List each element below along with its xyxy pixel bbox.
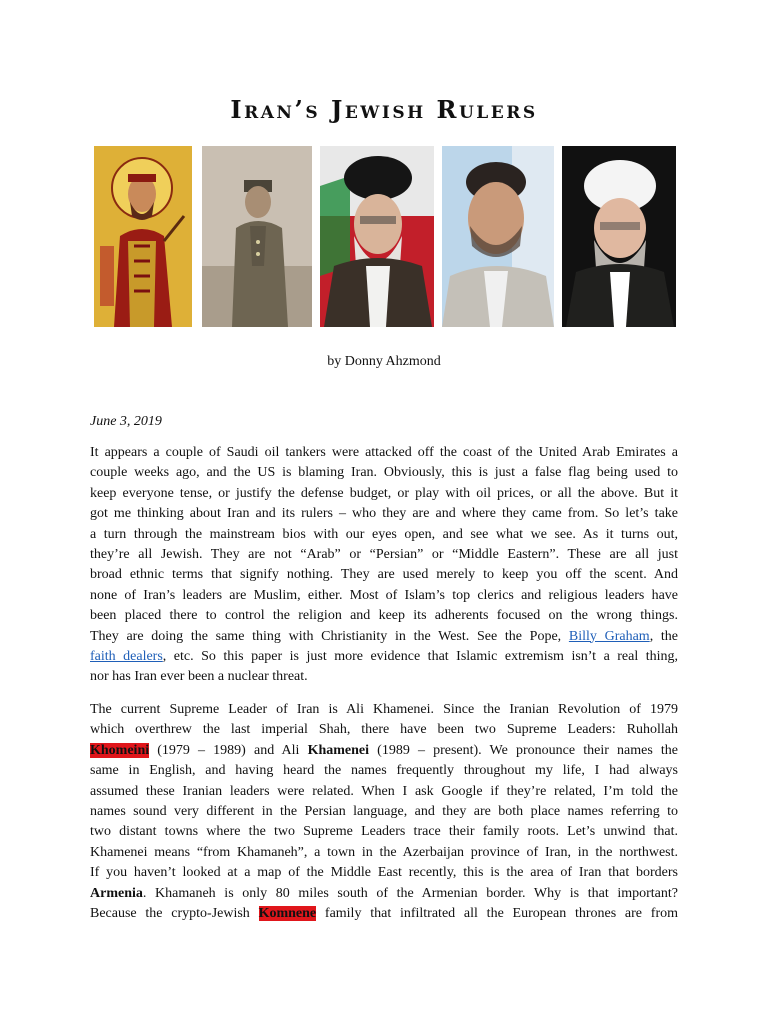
text-line: none of Iran’s leaders are Muslim, either. Most of Islam’s top clerics and religious leaders have — [90, 587, 678, 603]
ali-khamenei-portrait — [320, 146, 434, 327]
text-line — [90, 904, 678, 924]
text-line: The current Supreme Leader of Iran is Ali Khamenei. Since the Iranian Revolution of 1979 — [90, 702, 678, 717]
paragraph-2 — [90, 700, 678, 924]
text-line: been placed there to control the religion and keep its adherents focused on the wrong things. — [90, 608, 678, 624]
text-segment: (1979 – 1989) and Ali — [149, 742, 308, 758]
text-segment: (1989 – present). We pronounce their names the — [369, 742, 678, 758]
text-line: Khamenei means “from Khamaneh”, a town in the Azerbaijan province of Iran, in the northwest. — [90, 844, 678, 860]
text-segment: They are doing the same thing with Christianity in the West. See the Pope, — [90, 628, 562, 644]
text-line — [90, 627, 678, 647]
text-line: names sound very different in the Persian language, and they are both place names referring to — [90, 803, 678, 819]
bold-armenia: Armenia — [90, 885, 143, 901]
rouhani-portrait — [562, 146, 676, 327]
text-line: got me thinking about Iran and its rulers – who they are and where they came from. So let’s take — [90, 506, 678, 522]
text-line: they’re all Jewish. They are not “Arab” or “Persian” or “Middle Eastern”. These are all just — [90, 546, 678, 562]
text-line: a turn through the mainstream bios with our eyes open, and see what we see. As it turns out, — [90, 526, 678, 542]
text-line: assumed these Iranian leaders were related. When I ask Google if they’re related, I’m told the — [90, 783, 678, 799]
billy-graham-link[interactable]: Billy Graham — [568, 628, 650, 644]
text-line: It appears a couple of Saudi oil tankers were attacked off the coast of the United Arab Emirates a — [90, 445, 678, 460]
text-line: nor has Iran ever been a nuclear threat. — [90, 669, 308, 685]
text-segment: , the — [649, 628, 678, 644]
text-line: couple weeks ago, and the US is blaming Iran. Obviously, this is just a false flag being used to — [90, 465, 678, 481]
faith-dealers-link[interactable]: faith dealers — [90, 648, 163, 664]
text-segment: , etc. So this paper is just more evidence that Islamic extremism isn’t a real thing, — [162, 648, 678, 664]
byzantine-emperor-icon-portrait — [94, 146, 192, 327]
text-line: keep everyone tense, or justify the defense budget, or play with oil prices, or all the above. But it — [90, 485, 678, 501]
text-segment: Because the crypto-Jewish — [90, 905, 259, 921]
paragraph-1 — [90, 443, 678, 688]
portrait-strip — [94, 146, 676, 327]
text-line: If you haven’t looked at a map of the Middle East recently, this is the area of Iran that borders — [90, 865, 678, 881]
text-line — [90, 741, 678, 761]
byline: by Donny Ahzmond — [327, 354, 441, 369]
text-line — [90, 884, 678, 904]
text-line: two distant towns where the two Supreme Leaders trace their family roots. Let’s unwind that. — [90, 824, 678, 840]
text-line: which overthrew the last imperial Shah, there have been two Supreme Leaders: Ruhollah — [90, 722, 678, 738]
text-line: same in English, and having heard the names frequently throughout my life, I had always — [90, 763, 678, 779]
text-line: broad ethnic terms that signify nothing. They are used merely to keep you off the scent. And — [90, 567, 678, 583]
ahmadinejad-portrait — [442, 146, 554, 327]
page-title: Iran’s Jewish Rulers — [230, 95, 538, 124]
text-segment: family that infiltrated all the European thrones are from — [316, 905, 678, 921]
bold-khamenei: Khamenei — [307, 742, 370, 758]
highlight-khomeini: Khomeini — [90, 742, 150, 758]
text-segment: . Khamaneh is only 80 miles south of the Armenian border. Why is that important? — [142, 885, 678, 901]
highlight-komnene: Komnene — [258, 905, 317, 921]
text-line — [90, 647, 678, 667]
publication-date: June 3, 2019 — [90, 414, 162, 429]
reza-shah-portrait — [202, 146, 312, 327]
